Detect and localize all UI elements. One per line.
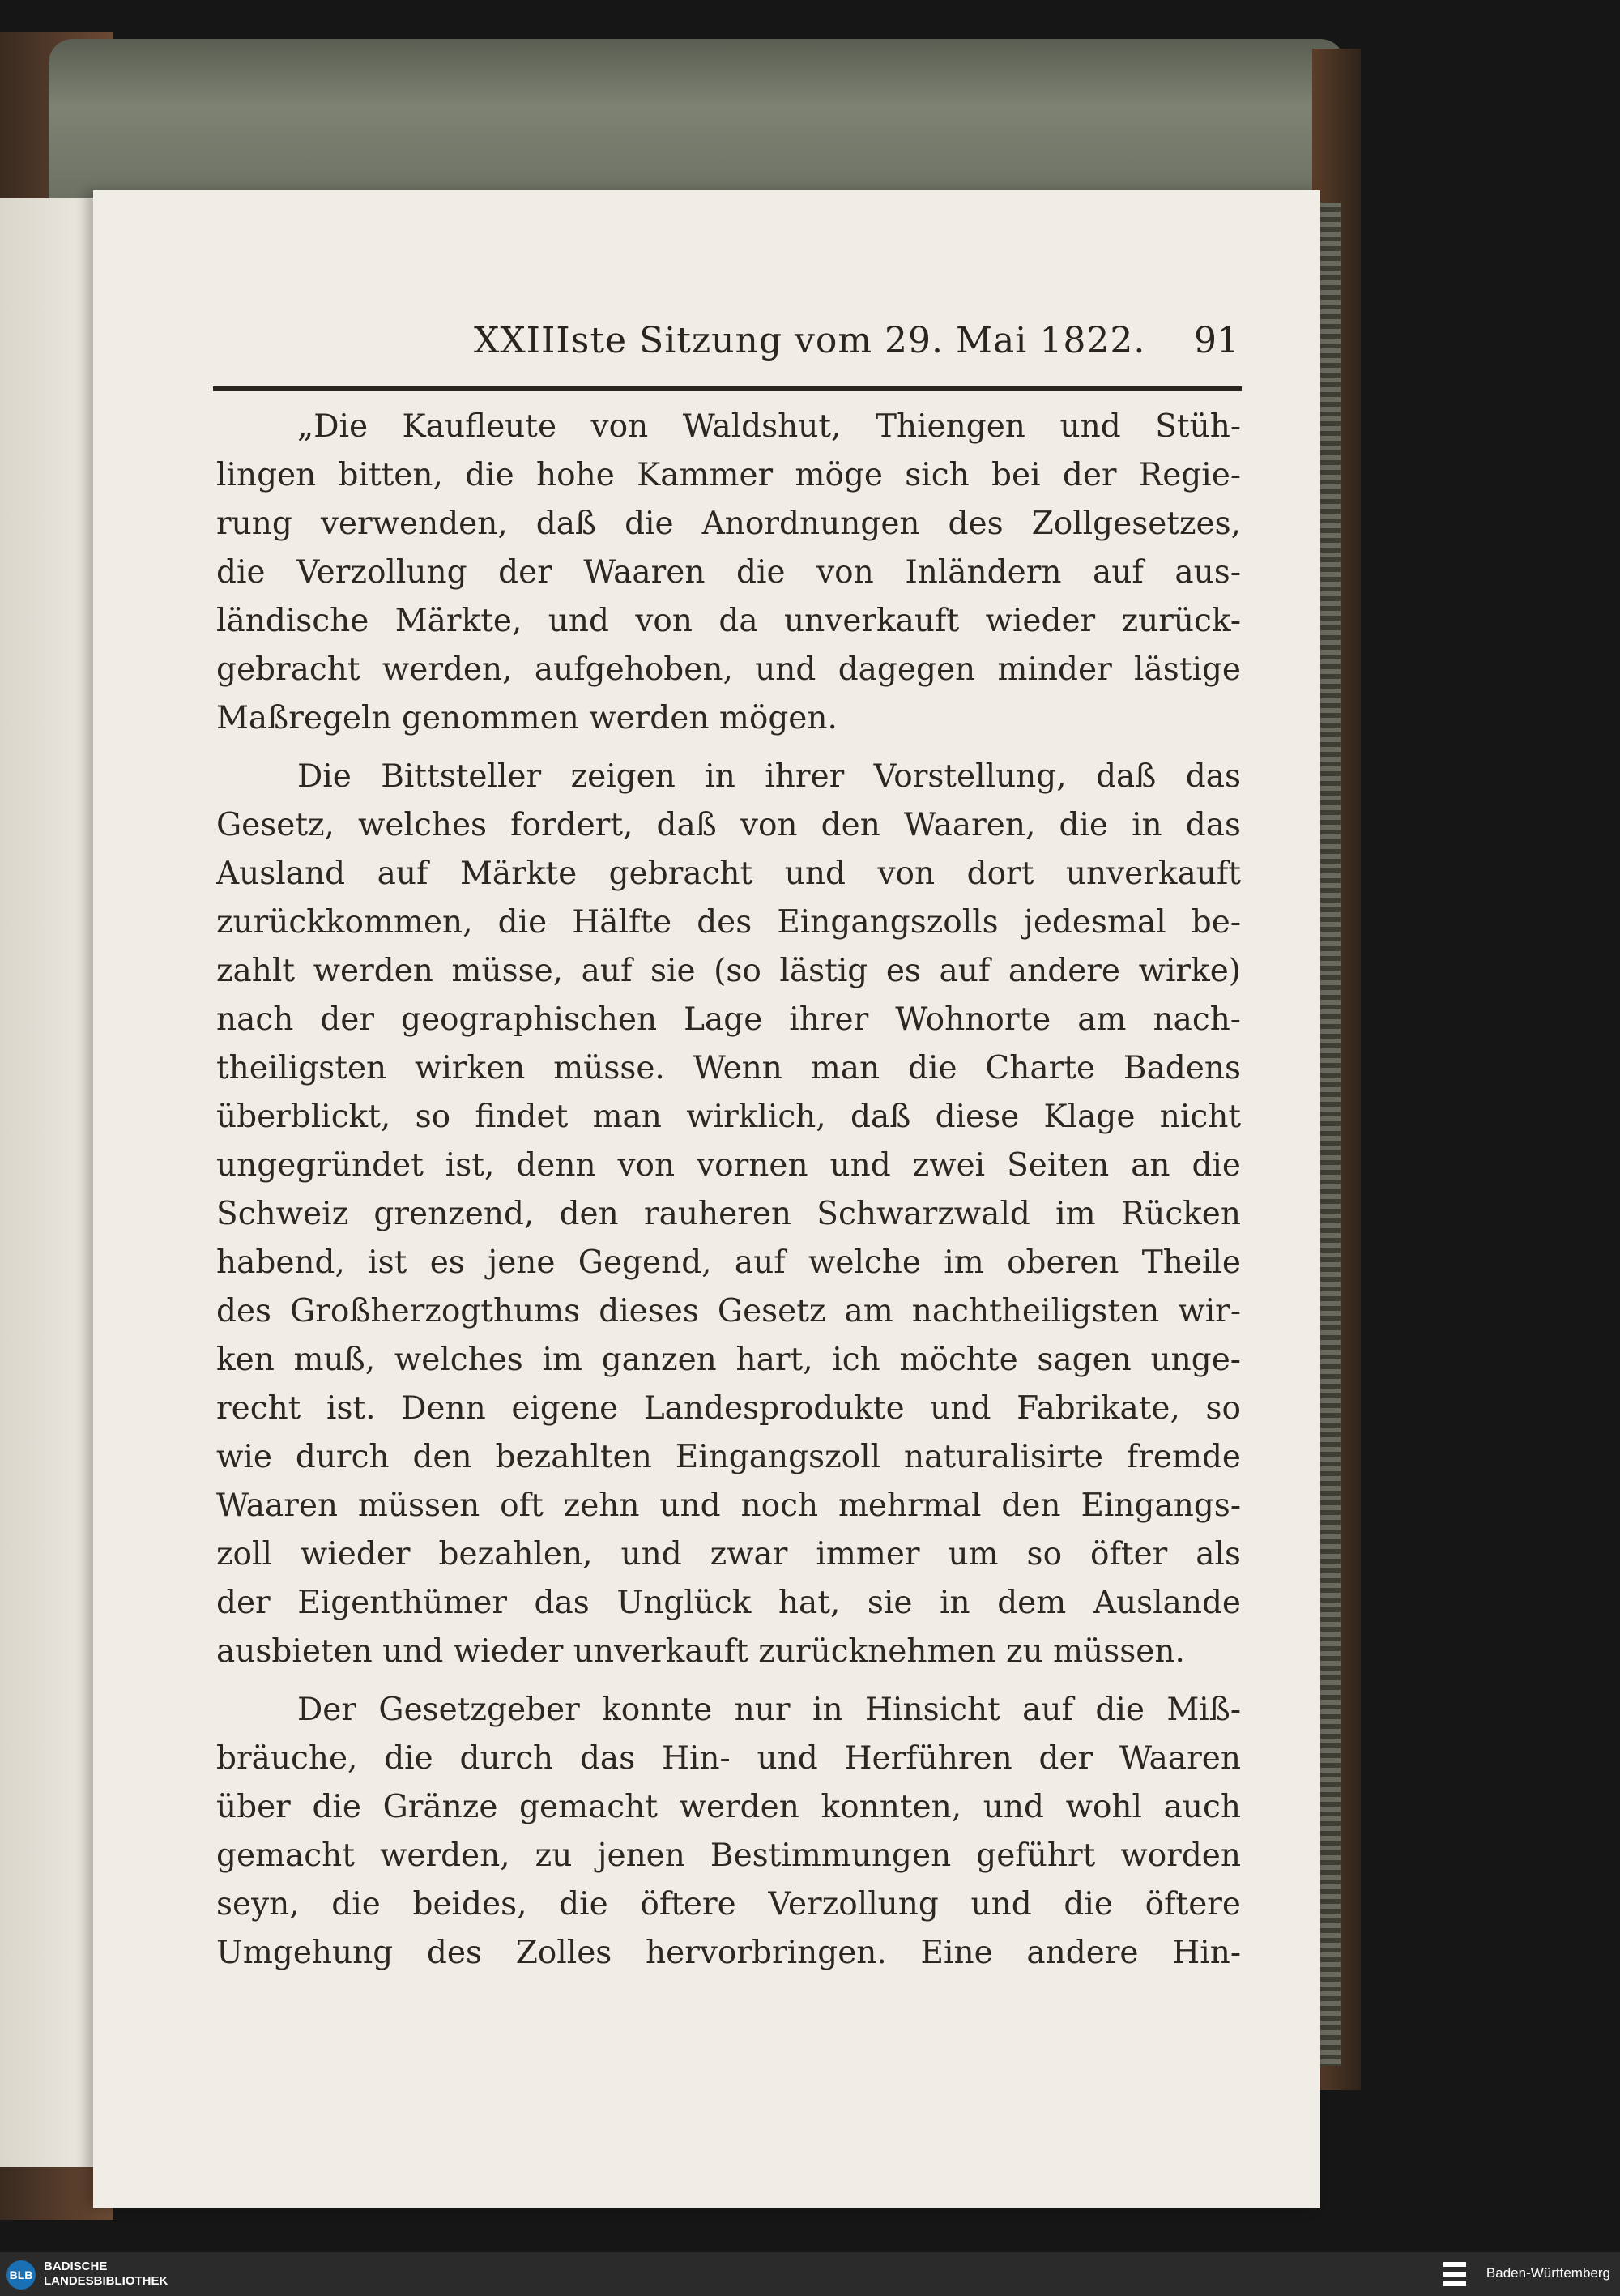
paragraph — [216, 1686, 1241, 1978]
text-line: gemacht werden, zu jenen Bestimmungen geführt worden — [216, 1837, 1241, 1874]
blb-name-line2: LANDESBIBLIOTHEK — [44, 2274, 168, 2288]
text-line: gebracht werden, aufgehoben, und dagegen minder lästige — [216, 651, 1241, 688]
text-line: wie durch den bezahlten Eingangszoll naturalisirte fremde — [216, 1439, 1241, 1475]
paragraph-gap — [216, 1676, 1241, 1686]
paragraph — [216, 403, 1241, 743]
blb-logo-icon: BLB — [6, 2260, 36, 2290]
text-line: habend, ist es jene Gegend, auf welche im oberen Theile — [216, 1244, 1241, 1281]
text-line: Die Bittsteller zeigen in ihrer Vorstellung, daß das — [297, 758, 1241, 795]
text-line: bräuche, die durch das Hin- und Herführen der Waaren — [216, 1740, 1241, 1777]
text-line: ungegründet ist, denn von vornen und zwei Seiten an die — [216, 1147, 1241, 1184]
baden-wuerttemberg-logo-icon — [1443, 2262, 1466, 2286]
text-line: über die Gränze gemacht werden konnten, und wohl auch — [216, 1789, 1241, 1825]
text-line: theiligsten wirken müsse. Wenn man die Charte Badens — [216, 1050, 1241, 1086]
text-line: der Eigenthümer das Unglück hat, sie in dem Auslande — [216, 1585, 1241, 1621]
text-line: seyn, die beides, die öftere Verzollung und die öftere — [216, 1886, 1241, 1923]
text-line: überblickt, so findet man wirklich, daß diese Klage nicht — [216, 1099, 1241, 1135]
text-line: lingen bitten, die hohe Kammer möge sich bei der Regie- — [216, 457, 1241, 493]
blb-library-name — [44, 2260, 168, 2289]
text-line: ken muß, welches im ganzen hart, ich möchte sagen unge- — [216, 1342, 1241, 1378]
text-line: Gesetz, welches fordert, daß von den Waaren, die in das — [216, 807, 1241, 843]
text-line: rung verwenden, daß die Anordnungen des Zollgesetzes, — [216, 506, 1241, 542]
text-line: zurückkommen, die Hälfte des Eingangszolls jedesmal be- — [216, 904, 1241, 941]
right-page — [93, 190, 1320, 2208]
page-text — [216, 403, 1241, 1978]
running-title: XXIIIste Sitzung vom 29. Mai 1822. — [474, 320, 1146, 361]
text-line: Schweiz grenzend, den rauheren Schwarzwald im Rücken — [216, 1196, 1241, 1232]
viewer-footer-bar — [0, 2252, 1620, 2296]
text-line: ausbieten und wieder unverkauft zurücknehmen zu müssen. — [216, 1633, 1185, 1670]
text-line: Waaren müssen oft zehn und noch mehrmal den Eingangs- — [216, 1487, 1241, 1524]
text-line: Umgehung des Zolles hervorbringen. Eine andere Hin- — [216, 1935, 1241, 1971]
text-line: zoll wieder bezahlen, und zwar immer um so öfter als — [216, 1536, 1241, 1573]
book-binding-edge — [1320, 203, 1341, 2066]
left-page — [0, 198, 97, 2167]
text-line: nach der geographischen Lage ihrer Wohnorte am nach- — [216, 1001, 1241, 1038]
page-header — [215, 320, 1239, 377]
baden-wuerttemberg-name: Baden-Württemberg — [1486, 2265, 1610, 2281]
text-line: die Verzollung der Waaren die von Inländern auf aus- — [216, 554, 1241, 591]
blb-name-line1: BADISCHE — [44, 2260, 108, 2273]
header-rule — [213, 386, 1242, 391]
paragraph — [216, 753, 1241, 1676]
text-line: recht ist. Denn eigene Landesprodukte und Fabrikate, so — [216, 1390, 1241, 1427]
text-line: zahlt werden müsse, auf sie (so lästig es auf andere wirke) — [216, 953, 1241, 989]
book-page-edges — [49, 39, 1345, 209]
text-line: „Die Kaufleute von Waldshut, Thiengen und Stüh- — [297, 408, 1241, 445]
text-line: Der Gesetzgeber konnte nur in Hinsicht auf die Miß- — [297, 1692, 1241, 1728]
text-line: Ausland auf Märkte gebracht und von dort unverkauft — [216, 856, 1241, 892]
text-line: Maßregeln genommen werden mögen. — [216, 700, 838, 736]
paragraph-gap — [216, 743, 1241, 753]
page-number: 91 — [1194, 320, 1239, 361]
text-line: des Großherzogthums dieses Gesetz am nachtheiligsten wir- — [216, 1293, 1241, 1329]
text-line: ländische Märkte, und von da unverkauft wieder zurück- — [216, 603, 1241, 639]
